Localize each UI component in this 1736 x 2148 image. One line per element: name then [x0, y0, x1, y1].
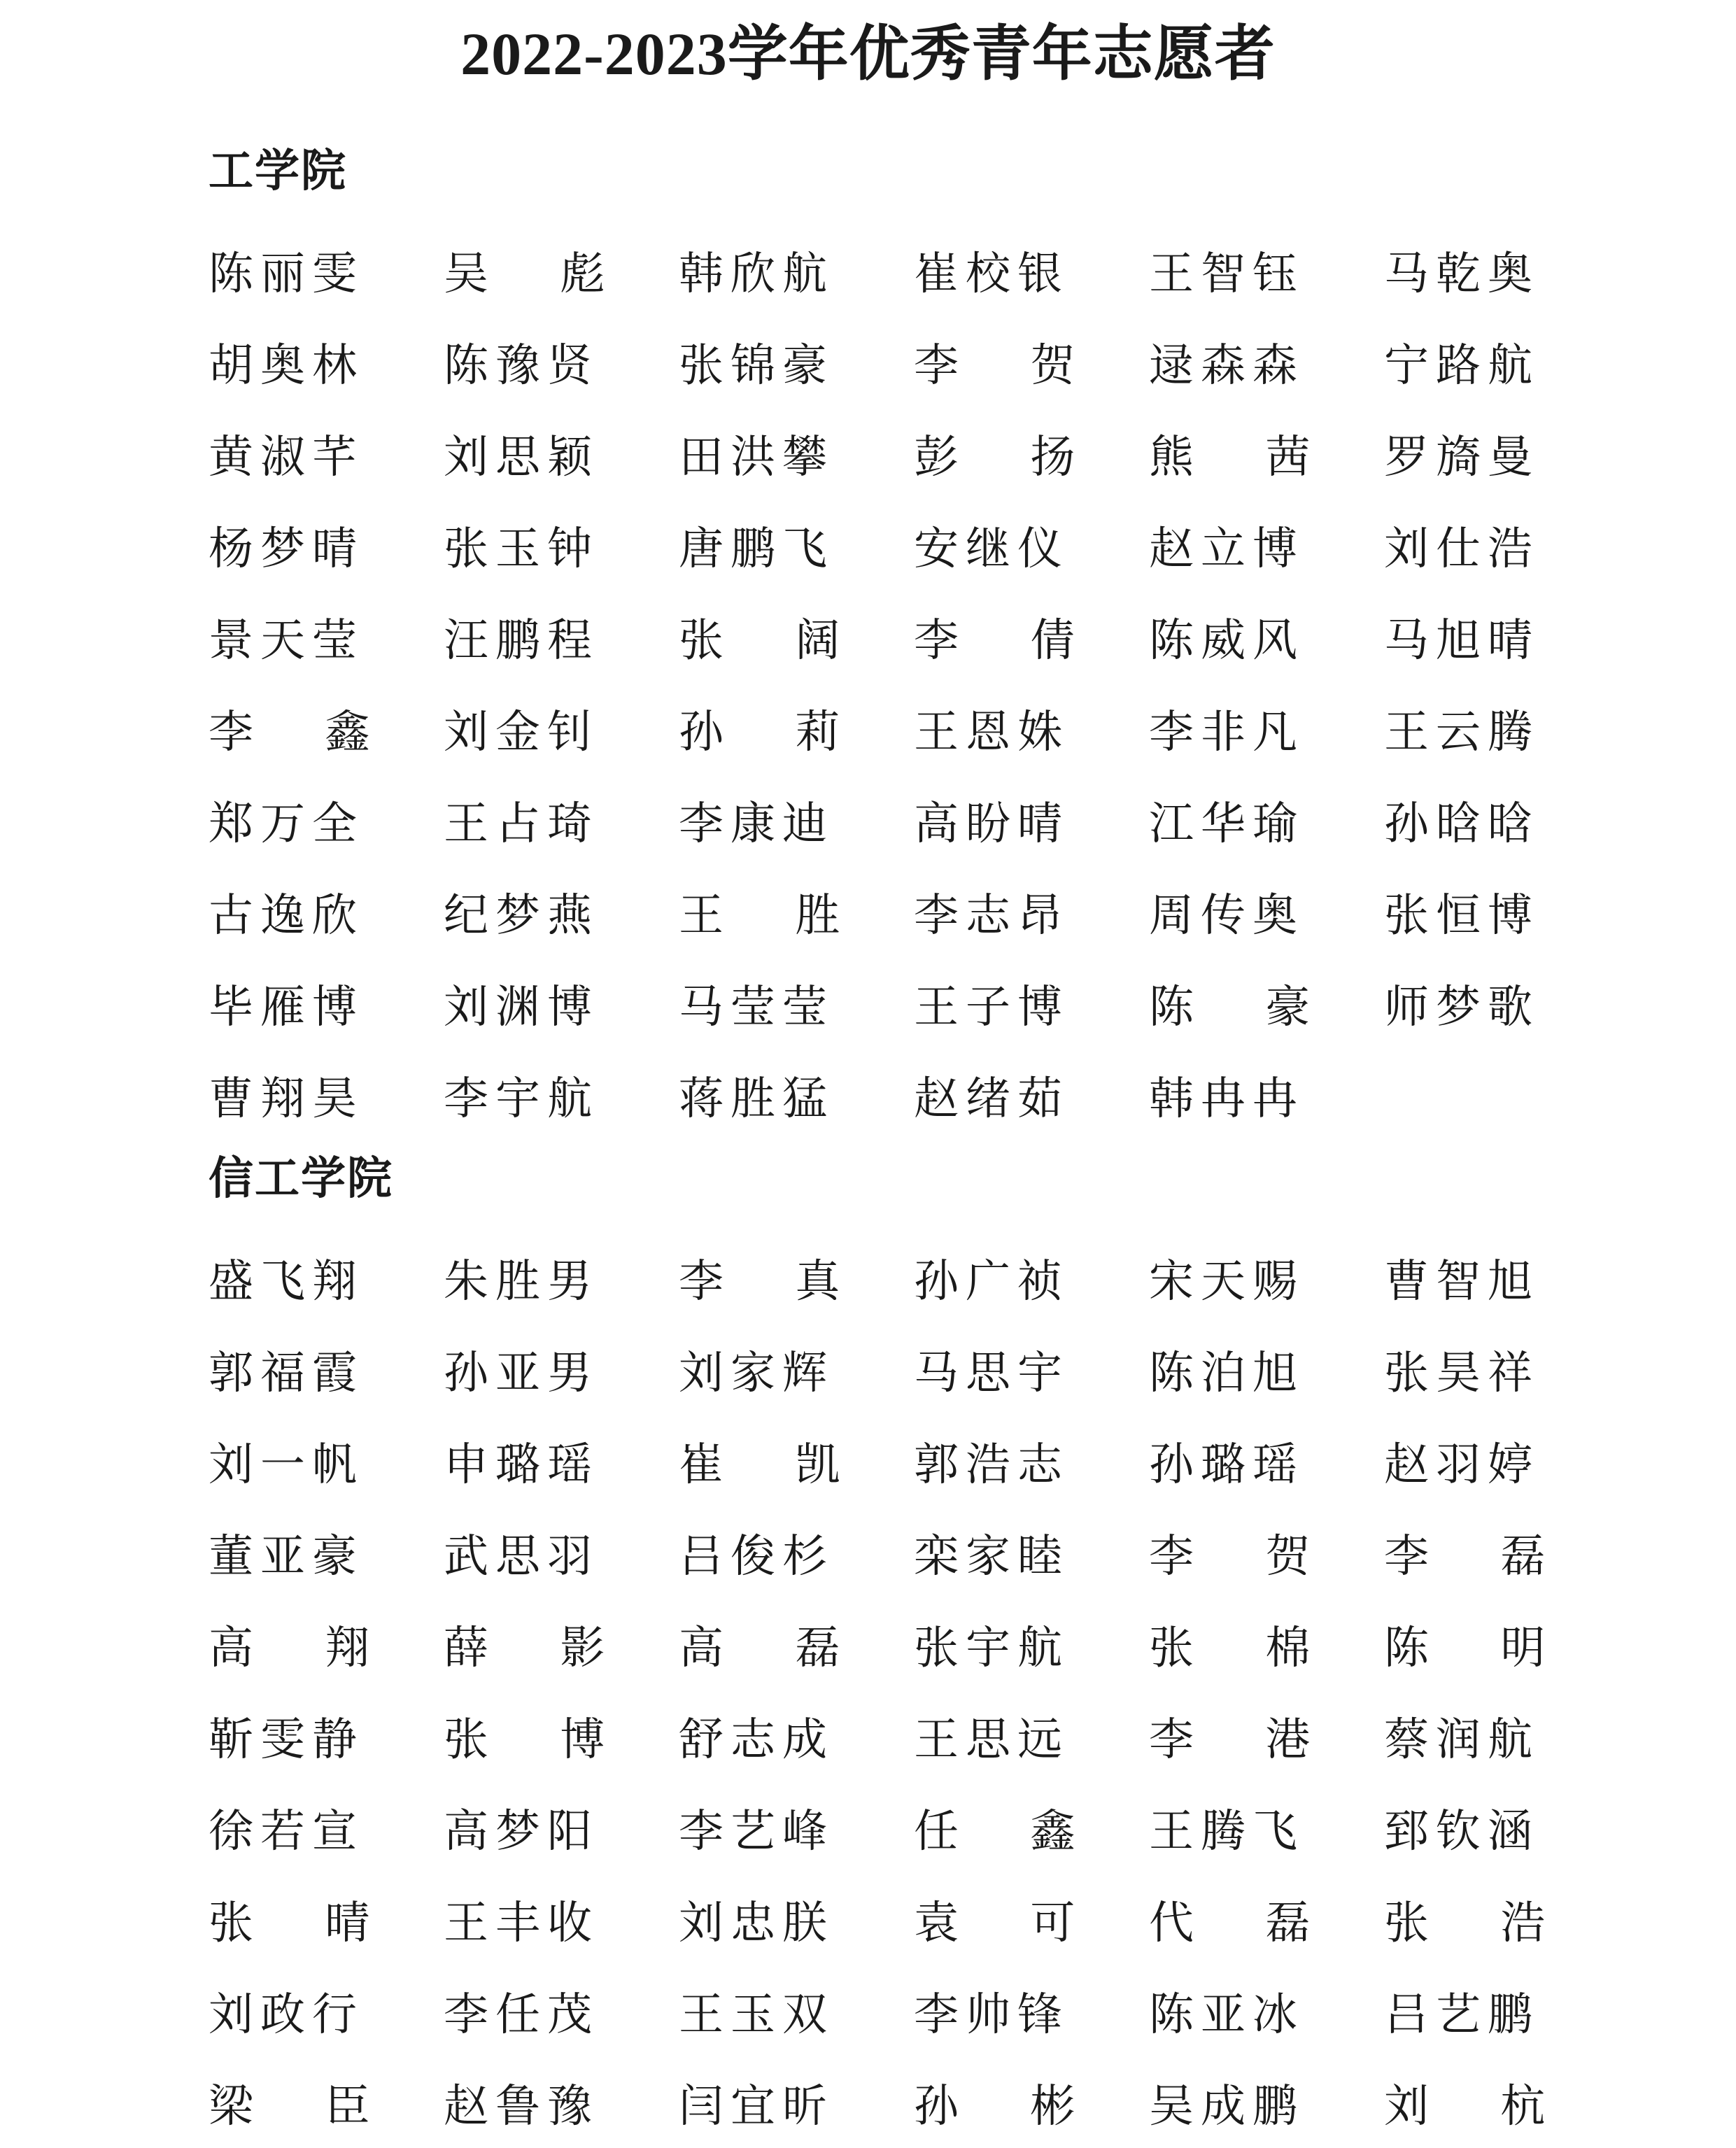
volunteer-name: 王占琦 [444, 798, 599, 850]
volunteer-name: 董亚豪 [209, 1530, 364, 1583]
volunteer-name: 吴成鹏 [1149, 2080, 1304, 2133]
volunteer-name: 高翔 [209, 1622, 442, 1674]
volunteer-name: 陈泊旭 [1149, 1347, 1304, 1399]
section-heading: 信工学院 [209, 1152, 393, 1205]
volunteer-name: 马乾奥 [1384, 248, 1539, 300]
volunteer-name: 李港 [1149, 1714, 1382, 1766]
section-heading: 工学院 [209, 145, 347, 197]
volunteer-name: 武思羽 [444, 1530, 599, 1583]
volunteer-name: 王腾飞 [1149, 1805, 1304, 1858]
volunteer-name: 孙晗晗 [1384, 798, 1539, 850]
volunteer-name: 马旭晴 [1384, 614, 1539, 667]
volunteer-name: 栾家睦 [914, 1530, 1069, 1583]
volunteer-name: 张昊祥 [1384, 1347, 1539, 1399]
volunteer-name: 李磊 [1384, 1530, 1617, 1583]
volunteer-name: 蔡润航 [1384, 1714, 1539, 1766]
volunteer-name: 李任茂 [444, 1988, 599, 2041]
volunteer-name: 李艺峰 [679, 1805, 834, 1858]
volunteer-name: 张玉钟 [444, 523, 599, 575]
volunteer-name: 刘仕浩 [1384, 523, 1539, 575]
volunteer-name: 李贺 [1149, 1530, 1382, 1583]
volunteer-name: 李真 [679, 1255, 912, 1308]
volunteer-name: 刘杭 [1384, 2080, 1617, 2133]
volunteer-name: 赵鲁豫 [444, 2080, 599, 2133]
volunteer-name: 李倩 [914, 614, 1147, 667]
volunteer-name: 王思远 [914, 1714, 1069, 1766]
volunteer-name: 蒋胜猛 [679, 1073, 834, 1125]
volunteer-name: 曹智旭 [1384, 1255, 1539, 1308]
volunteer-name: 毕雁博 [209, 981, 364, 1033]
volunteer-name: 唐鹏飞 [679, 523, 834, 575]
volunteer-name: 吕俊杉 [679, 1530, 834, 1583]
volunteer-name: 孙彬 [914, 2080, 1147, 2133]
volunteer-name: 王云腾 [1384, 706, 1539, 758]
volunteer-name: 赵羽婷 [1384, 1439, 1539, 1491]
volunteer-name: 罗旖曼 [1384, 431, 1539, 483]
volunteer-name: 刘政行 [209, 1988, 364, 2041]
volunteer-name: 韩欣航 [679, 248, 834, 300]
volunteer-name: 徐若宣 [209, 1805, 364, 1858]
volunteer-name: 赵绪茹 [914, 1073, 1069, 1125]
volunteer-name: 古逸欣 [209, 889, 364, 942]
volunteer-name: 李鑫 [209, 706, 442, 758]
volunteer-name: 陈威风 [1149, 614, 1304, 667]
volunteer-name: 张博 [444, 1714, 677, 1766]
volunteer-name: 田洪攀 [679, 431, 834, 483]
name-grid [209, 1231, 1617, 2148]
volunteer-name: 张棉 [1149, 1622, 1382, 1674]
volunteer-name: 孙莉 [679, 706, 912, 758]
name-grid [209, 224, 1608, 1140]
volunteer-name: 周传奥 [1149, 889, 1304, 942]
volunteer-name: 刘金钊 [444, 706, 599, 758]
volunteer-name: 韩冉冉 [1149, 1073, 1304, 1125]
section-info-engineering-college [209, 1147, 1617, 2148]
volunteer-name: 张阔 [679, 614, 912, 667]
volunteer-name: 马思宇 [914, 1347, 1069, 1399]
volunteer-name: 吕艺鹏 [1384, 1988, 1539, 2041]
volunteer-name: 师梦歌 [1384, 981, 1539, 1033]
volunteer-name: 刘渊博 [444, 981, 599, 1033]
volunteer-name: 张宇航 [914, 1622, 1069, 1674]
volunteer-name: 朱胜男 [444, 1255, 599, 1308]
volunteer-name: 王丰收 [444, 1897, 599, 1949]
volunteer-name: 陈豫贤 [444, 339, 599, 392]
volunteer-name: 纪梦燕 [444, 889, 599, 942]
volunteer-name: 安继仪 [914, 523, 1069, 575]
volunteer-name: 任鑫 [914, 1805, 1147, 1858]
volunteer-name: 王智钰 [1149, 248, 1304, 300]
volunteer-name: 盛飞翔 [209, 1255, 364, 1308]
volunteer-name: 逯森森 [1149, 339, 1304, 392]
volunteer-name: 舒志成 [679, 1714, 834, 1766]
volunteer-name: 马莹莹 [679, 981, 834, 1033]
volunteer-name: 李康迪 [679, 798, 834, 850]
volunteer-name: 崔凯 [679, 1439, 912, 1491]
volunteer-name: 刘一帆 [209, 1439, 364, 1491]
volunteer-name: 陈明 [1384, 1622, 1617, 1674]
volunteer-name: 王恩姝 [914, 706, 1069, 758]
volunteer-name: 吴彪 [444, 248, 677, 300]
volunteer-name: 郅钦涵 [1384, 1805, 1539, 1858]
volunteer-name: 李非凡 [1149, 706, 1304, 758]
volunteer-name: 李帅锋 [914, 1988, 1069, 2041]
volunteer-name: 熊茜 [1149, 431, 1382, 483]
volunteer-name: 赵立博 [1149, 523, 1304, 575]
volunteer-name: 崔校银 [914, 248, 1069, 300]
volunteer-name: 李宇航 [444, 1073, 599, 1125]
volunteer-name: 彭扬 [914, 431, 1147, 483]
volunteer-name: 靳雯静 [209, 1714, 364, 1766]
volunteer-name: 闫宜昕 [679, 2080, 834, 2133]
volunteer-name: 景天莹 [209, 614, 364, 667]
volunteer-name: 高磊 [679, 1622, 912, 1674]
volunteer-name: 王玉双 [679, 1988, 834, 2041]
volunteer-name: 袁可 [914, 1897, 1147, 1949]
volunteer-name: 李贺 [914, 339, 1147, 392]
volunteer-name: 江华瑜 [1149, 798, 1304, 850]
volunteer-name: 代磊 [1149, 1897, 1382, 1949]
volunteer-name: 陈亚冰 [1149, 1988, 1304, 2041]
volunteer-name: 宋天赐 [1149, 1255, 1304, 1308]
volunteer-name: 郭浩志 [914, 1439, 1069, 1491]
volunteer-name: 高梦阳 [444, 1805, 599, 1858]
volunteer-name: 张晴 [209, 1897, 442, 1949]
volunteer-name: 孙璐瑶 [1149, 1439, 1304, 1491]
volunteer-name: 宁路航 [1384, 339, 1539, 392]
volunteer-name: 胡奥林 [209, 339, 364, 392]
volunteer-name: 王子博 [914, 981, 1069, 1033]
volunteer-name: 高盼晴 [914, 798, 1069, 850]
volunteer-name: 郑万全 [209, 798, 364, 850]
volunteer-name: 李志昂 [914, 889, 1069, 942]
volunteer-name: 张浩 [1384, 1897, 1617, 1949]
volunteer-name: 汪鹏程 [444, 614, 599, 667]
volunteer-name: 薛影 [444, 1622, 677, 1674]
volunteer-name: 曹翔昊 [209, 1073, 364, 1125]
volunteer-name: 陈丽雯 [209, 248, 364, 300]
volunteer-name: 孙广祯 [914, 1255, 1069, 1308]
volunteer-name: 刘忠朕 [679, 1897, 834, 1949]
volunteer-name: 梁臣 [209, 2080, 442, 2133]
volunteer-name: 黄淑芊 [209, 431, 364, 483]
volunteer-name: 孙亚男 [444, 1347, 599, 1399]
volunteer-name: 郭福霞 [209, 1347, 364, 1399]
volunteer-name: 张恒博 [1384, 889, 1539, 942]
page-title: 2022-2023学年优秀青年志愿者 [460, 20, 1276, 87]
volunteer-name: 陈豪 [1149, 981, 1382, 1033]
volunteer-name: 张锦豪 [679, 339, 834, 392]
volunteer-name: 刘思颖 [444, 431, 599, 483]
volunteer-name: 刘家辉 [679, 1347, 834, 1399]
volunteer-name: 杨梦晴 [209, 523, 364, 575]
volunteer-name: 王胜 [679, 889, 912, 942]
section-engineering-college [209, 140, 1608, 1140]
volunteer-name: 申璐瑶 [444, 1439, 599, 1491]
